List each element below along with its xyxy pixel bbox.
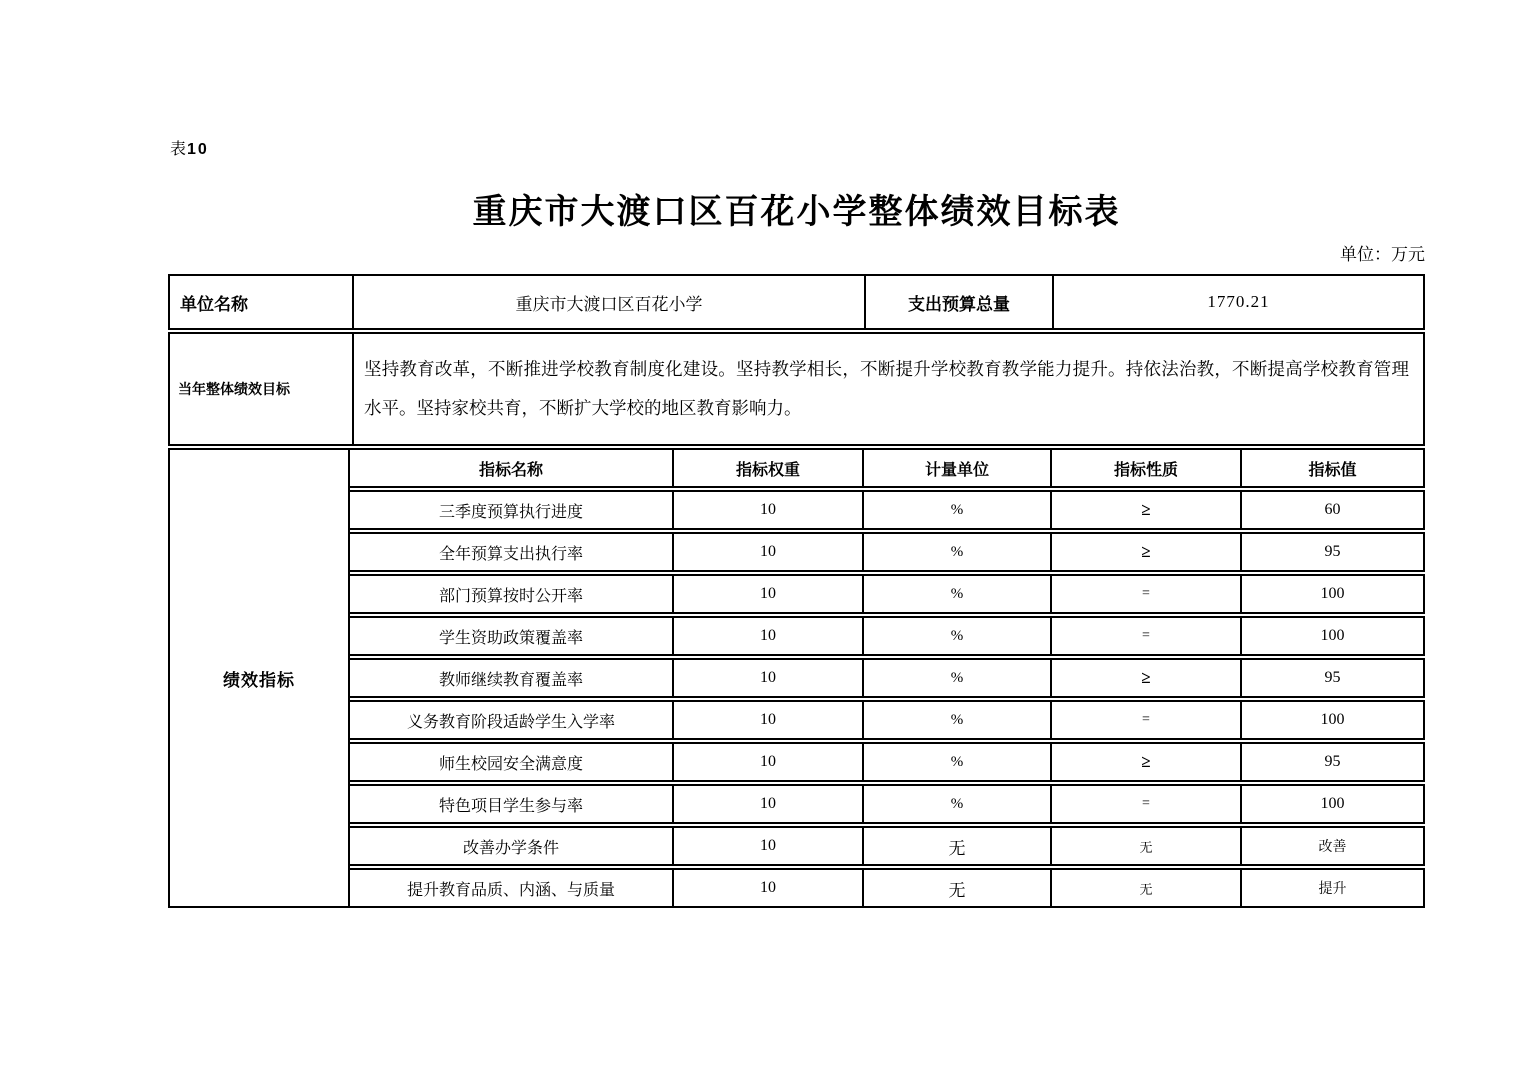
- indicators-header-row: [350, 448, 1425, 488]
- table-row: [350, 616, 1425, 656]
- indicator-nature-cell: 无: [1050, 828, 1240, 864]
- indicator-value-cell: 95: [1240, 660, 1423, 696]
- indicator-nature-cell: =: [1050, 702, 1240, 738]
- indicator-name-cell: 改善办学条件: [462, 839, 559, 857]
- indicator-value-cell: 95: [1240, 534, 1423, 570]
- indicator-value-cell: 100: [1240, 576, 1423, 612]
- measure-unit-cell: 无: [862, 828, 1050, 864]
- measure-unit-cell: %: [862, 786, 1050, 822]
- indicator-name-cell: 全年预算支出执行率: [438, 545, 583, 563]
- table-row: [350, 532, 1425, 572]
- measure-unit-cell: %: [862, 702, 1050, 738]
- indicator-name-cell: 提升教育品质、内涵、与质量: [406, 881, 615, 899]
- unit-info-row: [168, 274, 1425, 330]
- indicator-nature-cell: 无: [1050, 870, 1240, 906]
- table-row: [350, 490, 1425, 530]
- table-tag-prefix: 表: [170, 141, 188, 158]
- indicator-nature-cell: =: [1050, 786, 1240, 822]
- annual-goal-text: 坚持教育改革，不断推进学校教育制度化建设。坚持教学相长，不断提升学校教育教学能力提升。持依法治教，不断提高学校教育管理水平。坚持家校共育，不断扩大学校的地区教育影响力。: [352, 334, 1423, 444]
- indicator-weight-cell: 10: [672, 618, 862, 654]
- indicator-value-cell: 100: [1240, 618, 1423, 654]
- indicator-value-cell: 95: [1240, 744, 1423, 780]
- indicator-weight-cell: 10: [672, 828, 862, 864]
- indicators-section-label: 绩效指标: [168, 448, 350, 908]
- budget-value: 1770.21: [1052, 276, 1423, 328]
- header-indicator-nature: 指标性质: [1050, 450, 1240, 486]
- indicator-weight-cell: 10: [672, 576, 862, 612]
- table-row: [350, 658, 1425, 698]
- indicator-value-cell: 提升: [1240, 870, 1423, 906]
- measure-unit-cell: %: [862, 576, 1050, 612]
- indicator-weight-cell: 10: [672, 744, 862, 780]
- table-row: [350, 574, 1425, 614]
- indicator-weight-cell: 10: [672, 702, 862, 738]
- indicators-section: [168, 448, 1425, 908]
- indicator-nature-cell: =: [1050, 618, 1240, 654]
- indicator-value-cell: 100: [1240, 786, 1423, 822]
- indicator-weight-cell: 10: [672, 870, 862, 906]
- measure-unit-cell: %: [862, 492, 1050, 528]
- indicator-name-cell: 三季度预算执行进度: [438, 503, 583, 521]
- indicator-value-cell: 100: [1240, 702, 1423, 738]
- measure-unit-cell: %: [862, 744, 1050, 780]
- table-tag-number: 10: [187, 141, 209, 158]
- annual-goal-row: [168, 332, 1425, 446]
- header-indicator-weight: 指标权重: [672, 450, 862, 486]
- indicators-table: [350, 448, 1425, 908]
- indicator-nature-cell: ≥: [1050, 744, 1240, 780]
- measure-unit-cell: 无: [862, 870, 1050, 906]
- indicator-value-cell: 60: [1240, 492, 1423, 528]
- indicator-name-cell: 义务教育阶段适龄学生入学率: [406, 713, 615, 731]
- indicator-weight-cell: 10: [672, 492, 862, 528]
- measure-unit-cell: %: [862, 534, 1050, 570]
- table-number-tag: [170, 136, 209, 159]
- page-title: 重庆市大渡口区百花小学整体绩效目标表: [472, 194, 1121, 231]
- indicator-name-cell: 学生资助政策覆盖率: [438, 629, 583, 647]
- indicator-nature-cell: ≥: [1050, 660, 1240, 696]
- table-row: [350, 868, 1425, 908]
- unit-name-label: 单位名称: [180, 294, 248, 314]
- indicator-nature-cell: ≥: [1050, 492, 1240, 528]
- header-indicator-value: 指标值: [1240, 450, 1423, 486]
- indicator-weight-cell: 10: [672, 786, 862, 822]
- measure-unit-cell: %: [862, 660, 1050, 696]
- indicator-weight-cell: 10: [672, 534, 862, 570]
- indicator-nature-cell: =: [1050, 576, 1240, 612]
- annual-goal-label: 当年整体绩效目标: [178, 381, 290, 397]
- unit-note: 单位：万元: [1340, 245, 1425, 264]
- indicator-nature-cell: ≥: [1050, 534, 1240, 570]
- budget-label: 支出预算总量: [864, 276, 1052, 328]
- unit-name-value: 重庆市大渡口区百花小学: [352, 276, 864, 328]
- header-measure-unit: 计量单位: [862, 450, 1050, 486]
- indicator-weight-cell: 10: [672, 660, 862, 696]
- header-indicator-name: 指标名称: [478, 461, 543, 479]
- indicator-name-cell: 教师继续教育覆盖率: [438, 671, 583, 689]
- measure-unit-cell: %: [862, 618, 1050, 654]
- indicator-name-cell: 部门预算按时公开率: [438, 587, 583, 605]
- table-row: [350, 700, 1425, 740]
- indicator-name-cell: 特色项目学生参与率: [438, 797, 583, 815]
- indicator-name-cell: 师生校园安全满意度: [438, 755, 583, 773]
- table-row: [350, 826, 1425, 866]
- indicator-value-cell: 改善: [1240, 828, 1423, 864]
- table-row: [350, 784, 1425, 824]
- table-row: [350, 742, 1425, 782]
